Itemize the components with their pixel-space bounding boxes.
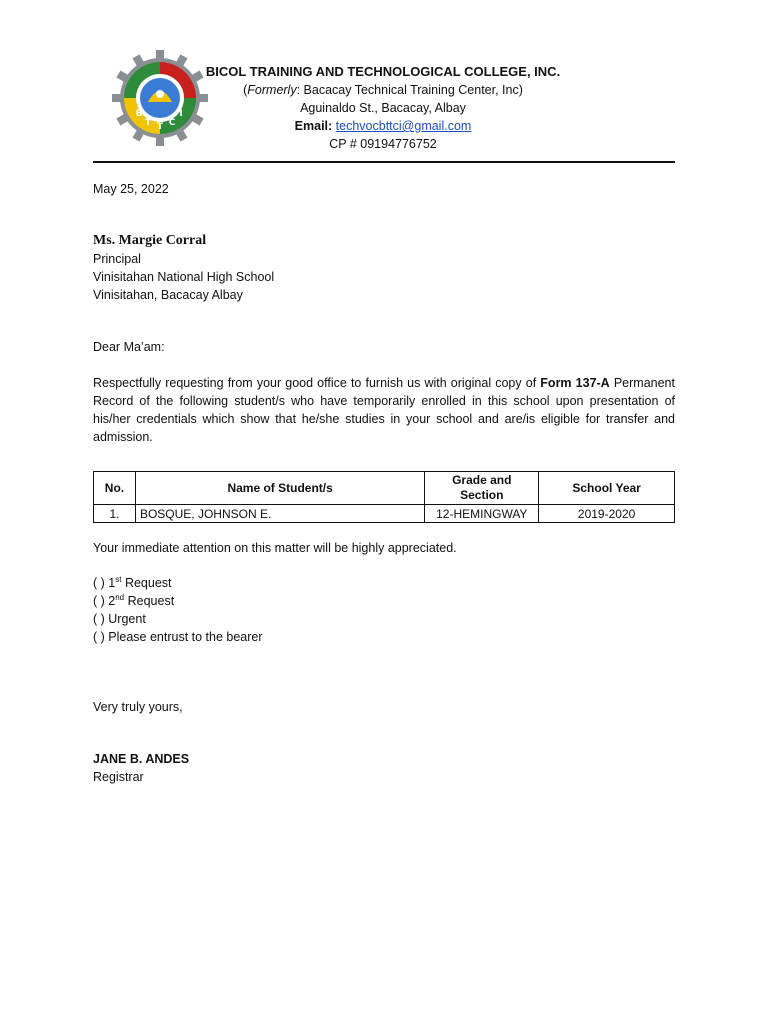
column-header-year: School Year [539, 472, 675, 505]
cell-student-name: BOSQUE, JOHNSON E. [135, 505, 424, 523]
signature-block [93, 750, 189, 786]
request-second-prefix: ( ) 2 [93, 594, 116, 608]
phone-line: CP # 09194776752 [329, 137, 437, 151]
recipient-school: Vinisitahan National High School [93, 270, 275, 284]
email-link[interactable]: techvocbttci@gmail.com [335, 119, 472, 133]
email-label: Email: [294, 119, 333, 133]
formerly-prefix: ( [243, 83, 248, 97]
request-second [93, 592, 263, 610]
logo-letter: T [156, 122, 164, 132]
column-header-no: No. [94, 472, 136, 505]
recipient-address: Vinisitahan, Bacacay Albay [93, 288, 243, 302]
request-bearer: ( ) Please entrust to the bearer [93, 630, 263, 644]
request-first [93, 574, 263, 592]
cell-no: 1. [94, 505, 136, 523]
table-row [94, 505, 675, 523]
request-second-suffix: Request [124, 594, 175, 608]
school-name: BICOL TRAINING AND TECHNOLOGICAL COLLEGE, INC. [205, 64, 561, 79]
letter-date: May 25, 2022 [93, 182, 169, 196]
logo-letter: T [144, 118, 152, 128]
cell-school-year: 2019-2020 [539, 505, 675, 523]
attention-line: Your immediate attention on this matter will be highly appreciated. [93, 541, 457, 555]
salutation: Dear Ma’am: [93, 340, 165, 354]
form-name: Form 137-A [540, 376, 610, 390]
formerly-label: Formerly [247, 83, 297, 97]
logo-letter: C [168, 118, 176, 128]
formerly-text: : Bacacay Technical Training Center, Inc) [296, 83, 523, 97]
formerly-line [200, 81, 566, 99]
request-second-sup: nd [115, 592, 125, 602]
request-first-sup: st [115, 574, 122, 584]
logo-letter: I [179, 109, 183, 119]
request-first-prefix: ( ) 1 [93, 576, 116, 590]
school-address: Aguinaldo St., Bacacay, Albay [300, 101, 466, 115]
college-logo [112, 50, 208, 146]
recipient-name: Ms. Margie Corral [93, 233, 207, 248]
body-part2: Permanent Record of the following student/s who have temporarily enrolled in this school upon presentation of his/her credentials which show that he/she studies in your school and are/is eligible for transfer and admission. [93, 376, 675, 444]
logo-letter: B [135, 109, 143, 119]
cell-grade-section: 12-HEMINGWAY [425, 505, 539, 523]
request-first-suffix: Request [121, 576, 172, 590]
body-paragraph [93, 374, 675, 446]
closing: Very truly yours, [93, 700, 183, 714]
recipient-block [93, 232, 274, 304]
request-urgent: ( ) Urgent [93, 612, 146, 626]
body-part1: Respectfully requesting from your good office to furnish us with original copy of [93, 376, 541, 390]
header-divider [93, 161, 675, 163]
email-line [200, 117, 566, 135]
table-header-row [94, 472, 675, 505]
column-header-name: Name of Student/s [135, 472, 424, 505]
request-options [93, 574, 263, 646]
student-records-table [93, 471, 675, 523]
letterhead [200, 63, 566, 153]
recipient-title: Principal [93, 252, 141, 266]
signer-name: JANE B. ANDES [93, 752, 190, 766]
signer-title: Registrar [93, 770, 144, 784]
column-header-grade: Grade and Section [425, 472, 539, 505]
